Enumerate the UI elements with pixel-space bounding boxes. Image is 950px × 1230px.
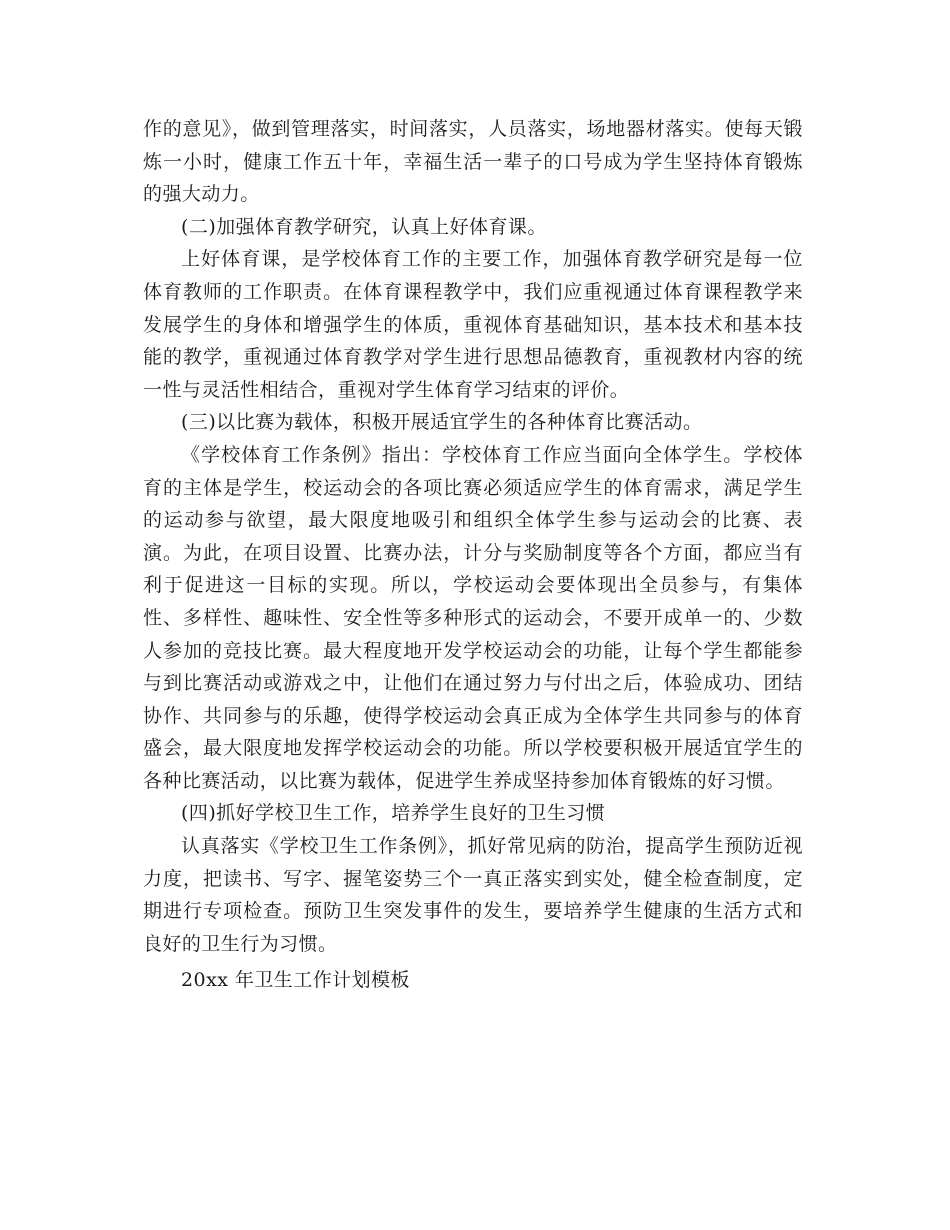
- section-heading-4: (四)抓好学校卫生工作，培养学生良好的卫生习惯: [181, 802, 606, 825]
- section-heading-3: (三)以比赛为载体，积极开展适宜学生的各种体育比赛活动。: [181, 411, 703, 434]
- paragraph-pe-class: 上好体育课，是学校体育工作的主要工作，加强体育教学研究是每一位体育教师的工作职责。在体育课程教学中，我们应重视通过体育课程教学来发展学生的身体和增强学生的体质，重视体育基础知识，基本技术和基本技能的教学，重视通过体育教学对学生进行思想品德教育，重视教材内容的统一性与灵活性相结合，重视对学生体育学习结束的评价。: [143, 248, 803, 401]
- plan-template-title: 20xx 年卫生工作计划模板: [181, 969, 410, 992]
- section-heading-2: (二)加强体育教学研究，认真上好体育课。: [181, 215, 547, 238]
- document-page: [143, 113, 803, 997]
- paragraph-sports-meet: 《学校体育工作条例》指出：学校体育工作应当面向全体学生。学校体育的主体是学生，校运动会的各项比赛必须适应学生的体育需求，满足学生的运动参与欲望，最大限度地吸引和组织全体学生参与运动会的比赛、表演。为此，在项目设置、比赛办法，计分与奖励制度等各个方面，都应当有利于促进这一目标的实现。所以，学校运动会要体现出全员参与，有集体性、多样性、趣味性、安全性等多种形式的运动会，不要开成单一的、少数人参加的竞技比赛。最大程度地开发学校运动会的功能，让每个学生都能参与到比赛活动或游戏之中，让他们在通过努力与付出之后，体验成功、团结协作、共同参与的乐趣，使得学校运动会真正成为全体学生共同参与的体育盛会，最大限度地发挥学校运动会的功能。所以学校要积极开展适宜学生的各种比赛活动，以比赛为载体，促进学生养成坚持参加体育锻炼的好习惯。: [143, 443, 803, 792]
- paragraph-hygiene: 认真落实《学校卫生工作条例》，抓好常见病的防治，提高学生预防近视力度，把读书、写字、握笔姿势三个一真正落实到实处，健全检查制度，定期进行专项检查。预防卫生突发事件的发生，要培养学生健康的生活方式和良好的卫生行为习惯。: [143, 835, 803, 955]
- paragraph-continuation: 作的意见》，做到管理落实，时间落实，人员落实，场地器材落实。使每天锻炼一小时，健康工作五十年，幸福生活一辈子的口号成为学生坚持体育锻炼的强大动力。: [143, 118, 803, 206]
